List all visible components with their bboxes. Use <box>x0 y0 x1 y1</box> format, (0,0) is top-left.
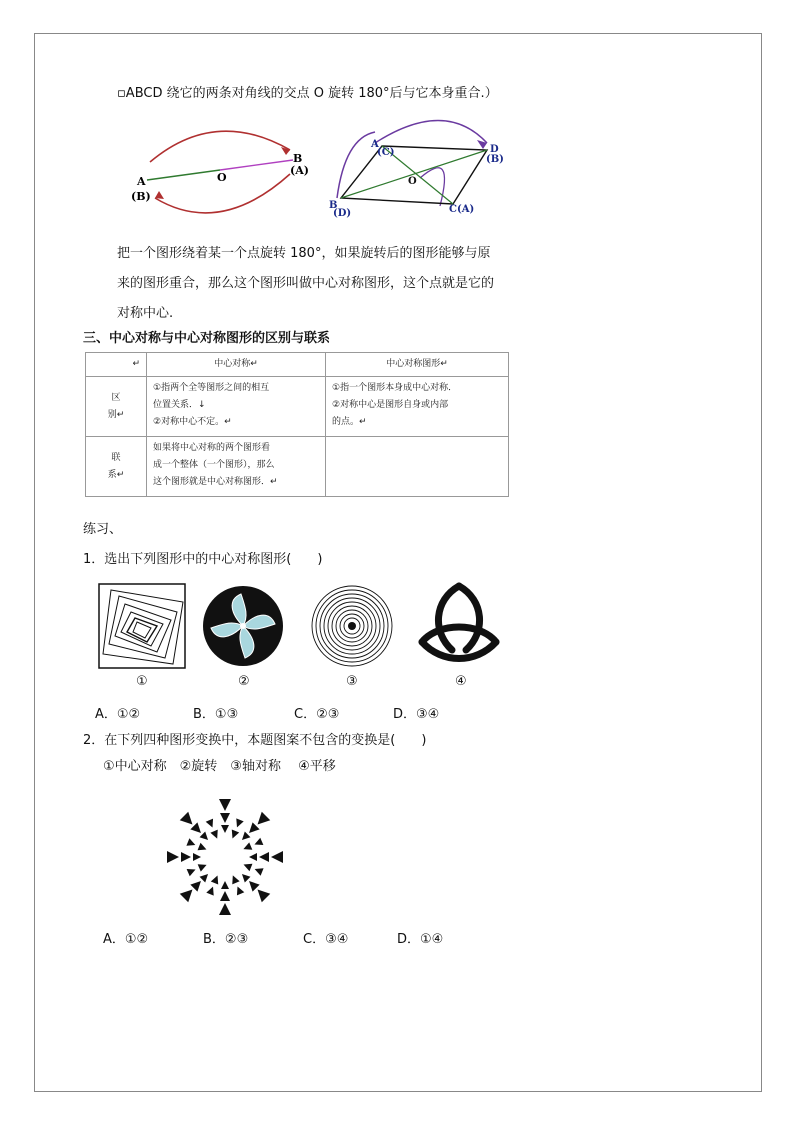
figure-2-petal-disc <box>201 584 285 668</box>
row-difference-head-1: 区 <box>111 392 121 403</box>
row-connection-head-1: 联 <box>111 452 121 463</box>
label-A2: A <box>371 139 379 150</box>
label-B-paren: (B) <box>131 190 151 203</box>
question-2-choices: ①中心对称 ②旋转 ③轴对称 ④平移 <box>103 759 336 774</box>
upper-arc <box>150 131 290 162</box>
cell-text: 如果将中心对称的两个图形看 <box>153 443 271 453</box>
figure-1-label: ① <box>136 674 148 689</box>
label-O2: O <box>408 176 417 187</box>
label-O: O <box>217 171 227 184</box>
q1-option-b[interactable]: B．①③ <box>193 707 239 722</box>
table-header-centrally-symmetric-figure: 中心对称图形↵ <box>326 353 509 377</box>
definition-line-2: 来的图形重合，那么这个图形叫做中心对称图形，这个点就是它的 <box>117 276 495 291</box>
q2-option-a[interactable]: A．①② <box>103 932 149 947</box>
cell-text: 位置关系．↓ <box>153 400 206 410</box>
arc-A-to-C <box>375 121 487 144</box>
label-D: D <box>490 144 499 155</box>
practice-title: 练习、 <box>83 522 123 537</box>
figure-3-label: ③ <box>346 674 358 689</box>
table-cell-difference-2 <box>326 377 509 437</box>
rotation-figure-parallelogram <box>325 118 520 223</box>
question-2-stem: 2．在下列四种图形变换中，本题图案不包含的变换是( ) <box>83 733 427 748</box>
cell-text: ②对称中心不定。↵ <box>153 417 232 427</box>
q1-option-c[interactable]: C．②③ <box>294 707 340 722</box>
row-difference-head-2: 别↵ <box>107 409 125 420</box>
table-header-central-symmetry: 中心对称↵ <box>147 353 326 377</box>
row-connection-head-2: 系↵ <box>107 469 125 480</box>
parallelogram-ABCD <box>341 146 487 204</box>
figure-1-nested-squares <box>97 582 189 670</box>
label-D-paren: (D) <box>333 208 352 219</box>
cell-text: 的点。↵ <box>332 417 367 427</box>
label-C-A: C(A) <box>449 204 475 215</box>
q2-option-b[interactable]: B．②③ <box>203 932 249 947</box>
table-cell-connection-1 <box>147 437 326 497</box>
label-B2: B <box>329 200 338 211</box>
diagonal-BD <box>341 150 487 198</box>
figure-2-label: ② <box>238 674 250 689</box>
cell-text: 这个图形就是中心对称图形．↵ <box>153 477 278 487</box>
table-row-connection-head <box>86 437 147 497</box>
figure-4-triquetra <box>414 580 504 670</box>
label-A: A <box>137 175 146 188</box>
cell-text: 成一个整体（一个图形），那么 <box>153 460 275 470</box>
rotation-figure-segment <box>125 112 315 217</box>
table-corner: ↵ <box>86 353 147 377</box>
cell-text: ①指一个图形本身成中心对称． <box>332 383 458 393</box>
table-row-difference-head <box>86 377 147 437</box>
label-B: B <box>293 152 303 165</box>
figure-4-label: ④ <box>455 674 467 689</box>
label-C-paren: (C) <box>377 147 395 158</box>
section-3-title: 三、中心对称与中心对称图形的区别与联系 <box>83 331 331 346</box>
cell-text: ②对称中心是图形自身或内部 <box>332 400 449 410</box>
q1-option-a[interactable]: A．①② <box>95 707 141 722</box>
comparison-table <box>85 352 509 497</box>
label-B-paren2: (B) <box>486 154 504 165</box>
q1-option-d[interactable]: D．③④ <box>393 707 440 722</box>
definition-line-3: 对称中心. <box>117 306 174 321</box>
q2-option-c[interactable]: C．③④ <box>303 932 349 947</box>
table-cell-connection-2 <box>326 437 509 497</box>
cell-text: ①指两个全等图形之间的相互 <box>153 383 270 393</box>
label-A-paren: (A) <box>290 164 309 177</box>
q2-star-pattern <box>150 795 300 920</box>
lower-arc-arrowhead <box>155 191 164 199</box>
segment-OB <box>220 160 293 170</box>
segment-AO <box>147 170 220 180</box>
question-1-stem: 1．选出下列图形中的中心对称图形( ) <box>83 552 323 567</box>
figure-3-concentric-circles <box>310 584 394 668</box>
intro-line: ▫ABCD 绕它的两条对角线的交点 O 旋转 180°后与它本身重合.） <box>117 86 498 101</box>
table-cell-difference-1 <box>147 377 326 437</box>
q2-option-d[interactable]: D．①④ <box>397 932 444 947</box>
definition-line-1: 把一个图形绕着某一个点旋转 180°，如果旋转后的图形能够与原 <box>117 246 491 261</box>
